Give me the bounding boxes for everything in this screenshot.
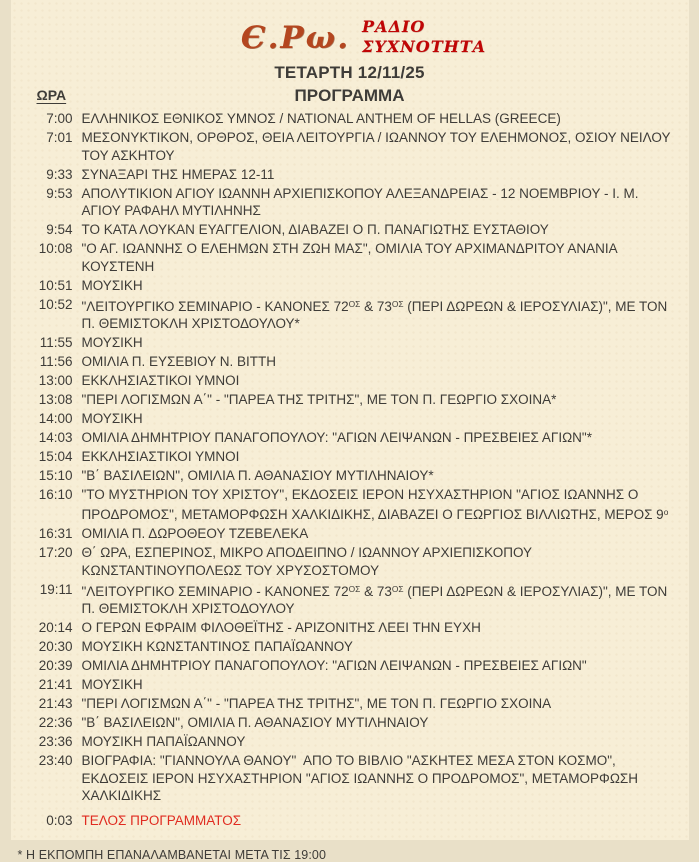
schedule-row [11, 638, 689, 656]
schedule-entry: ΜΟΥΣΙΚΗ ΚΩΝΣΤΑΝΤΙΝΟΣ ΠΑΠΑΪΩΑΝΝΟΥ [82, 638, 671, 656]
schedule-list [11, 110, 689, 829]
schedule-row [11, 391, 689, 409]
schedule-entry: ΕΚΚΛΗΣΙΑΣΤΙΚΟΙ ΥΜΝΟΙ [82, 372, 671, 390]
schedule-time: 9:54 [11, 221, 73, 239]
schedule-entry: "Β΄ ΒΑΣΙΛΕΙΩΝ", ΟΜΙΛΙΑ Π. ΑΘΑΝΑΣΙΟΥ ΜΥΤΙΛΗΝΑΙΟΥ [82, 714, 671, 732]
schedule-row [11, 657, 689, 675]
schedule-entry: ΟΜΙΛΙΑ ΔΗΜΗΤΡΙΟΥ ΠΑΝΑΓΟΠΟΥΛΟΥ: "ΑΓΙΩΝ ΛΕΙΨΑΝΩΝ - ΠΡΕΣΒΕΙΕΣ ΑΓΙΩΝ"* [82, 429, 671, 447]
schedule-time: 7:01 [11, 129, 73, 164]
program-page [11, 0, 689, 840]
schedule-row [11, 467, 689, 485]
schedule-row [11, 372, 689, 390]
schedule-time: 15:04 [11, 448, 73, 466]
schedule-entry: "ΠΕΡΙ ΛΟΓΙΣΜΩΝ Α΄" - "ΠΑΡΕΑ ΤΗΣ ΤΡΙΤΗΣ", ΜΕ ΤΟΝ Π. ΓΕΩΡΓΙΟ ΣΧΟΙΝΑ [82, 695, 671, 713]
schedule-entry: ΜΟΥΣΙΚΗ [82, 410, 671, 428]
schedule-entry: ΜΟΥΣΙΚΗ [82, 277, 671, 295]
schedule-time: 13:08 [11, 391, 73, 409]
schedule-row [11, 129, 689, 164]
schedule-entry: ΤΟ ΚΑΤΑ ΛΟΥΚΑΝ ΕΥΑΓΓΕΛΙΟΝ, ΔΙΑΒΑΖΕΙ Ο Π. ΠΑΝΑΓΙΩΤΗΣ ΕΥΣΤΑΘΙΟΥ [82, 221, 671, 239]
schedule-entry: ΜΟΥΣΙΚΗ [82, 334, 671, 352]
schedule-row [11, 695, 689, 713]
schedule-row [11, 581, 689, 618]
schedule-row [11, 486, 689, 523]
schedule-entry: "Β΄ ΒΑΣΙΛΕΙΩΝ", ΟΜΙΛΙΑ Π. ΑΘΑΝΑΣΙΟΥ ΜΥΤΙΛΗΝΑΙΟΥ* [82, 467, 671, 485]
schedule-row [11, 296, 689, 333]
station-logo-monogram: Є.Ρω. [241, 20, 350, 57]
schedule-time: 20:39 [11, 657, 73, 675]
schedule-row [11, 812, 689, 830]
schedule-time: 19:11 [11, 581, 73, 618]
columns-header [11, 86, 689, 107]
schedule-entry: ΟΜΙΛΙΑ Π. ΕΥΣΕΒΙΟΥ Ν. ΒΙΤΤΗ [82, 353, 671, 371]
schedule-time: 9:53 [11, 185, 73, 220]
schedule-row [11, 733, 689, 751]
schedule-row [11, 619, 689, 637]
schedule-row [11, 676, 689, 694]
schedule-date-title: ΤΕΤΑΡΤΗ 12/11/25 [11, 63, 689, 83]
schedule-row [11, 185, 689, 220]
page-footer [11, 848, 689, 862]
schedule-time: 0:03 [11, 812, 73, 830]
schedule-time: 10:52 [11, 296, 73, 333]
schedule-time: 16:31 [11, 525, 73, 543]
schedule-entry: ΕΛΛΗΝΙΚΟΣ ΕΘΝΙΚΟΣ ΥΜΝΟΣ / NATIONAL ANTHEM OF HELLAS (GREECE) [82, 110, 671, 128]
schedule-entry: ΣΥΝΑΞΑΡΙ ΤΗΣ ΗΜΕΡΑΣ 12-11 [82, 166, 671, 184]
schedule-entry: ΒΙΟΓΡΑΦΙΑ: "ΓΙΑΝΝΟΥΛΑ ΘΑΝΟΥ" ΑΠΟ ΤΟ ΒΙΒΛΙΟ "ΑΣΚΗΤΕΣ ΜΕΣΑ ΣΤΟΝ ΚΟΣΜΟ", ΕΚΔΟΣΕΙΣ ΙΕΡΟΝ ΗΣΥΧΑΣΤΗΡΙΟΝ "ΑΓΙΟΣ ΙΩΑΝΝΗΣ Ο ΠΡΟΔΡΟΜΟΣ", ΜΕΤΑΜΟΡΦΩΣΗ ΧΑΛΚΙΔΙΚΗΣ [82, 752, 671, 805]
station-name-line2: ΣΥΧΝΟΤΗΤΑ [362, 37, 486, 57]
schedule-row [11, 448, 689, 466]
schedule-time: 20:14 [11, 619, 73, 637]
schedule-time: 10:08 [11, 240, 73, 275]
hour-column-header: ΩΡΑ [37, 87, 67, 103]
schedule-time: 16:10 [11, 486, 73, 523]
schedule-time: 13:00 [11, 372, 73, 390]
schedule-entry: ΟΜΙΛΙΑ Π. ΔΩΡΟΘΕΟΥ ΤΖΕΒΕΛΕΚΑ [82, 525, 671, 543]
schedule-time: 14:00 [11, 410, 73, 428]
schedule-entry: "ΛΕΙΤΟΥΡΓΙΚΟ ΣΕΜΙΝΑΡΙΟ - ΚΑΝΟΝΕΣ $72^{O\Sigma}$ & $73^{O\Sigma}$ (ΠΕΡΙ ΔΩΡΕΩΝ & ΙΕΡΟΣΥΛΙΑΣ)", ΜΕ ΤΟΝ Π. ΘΕΜΙΣΤΟΚΛΗ ΧΡΙΣΤΟΔΟΥΛΟΥ* [82, 296, 671, 333]
schedule-time: 10:51 [11, 277, 73, 295]
schedule-row [11, 166, 689, 184]
schedule-entry: "ΛΕΙΤΟΥΡΓΙΚΟ ΣΕΜΙΝΑΡΙΟ - ΚΑΝΟΝΕΣ $72^{O\Sigma}$ & $73^{O\Sigma}$ (ΠΕΡΙ ΔΩΡΕΩΝ & ΙΕΡΟΣΥΛΙΑΣ)", ΜΕ ΤΟΝ Π. ΘΕΜΙΣΤΟΚΛΗ ΧΡΙΣΤΟΔΟΥΛΟΥ [82, 581, 671, 618]
station-logo [25, 0, 699, 57]
schedule-time: 11:55 [11, 334, 73, 352]
schedule-row [11, 429, 689, 447]
schedule-entry: ΤΕΛΟΣ ΠΡΟΓΡΑΜΜΑΤΟΣ [82, 812, 671, 830]
schedule-time: 11:56 [11, 353, 73, 371]
schedule-row [11, 410, 689, 428]
schedule-time: 17:20 [11, 544, 73, 579]
schedule-entry: ΜΕΣΟΝΥΚΤΙΚΟΝ, ΟΡΘΡΟΣ, ΘΕΙΑ ΛΕΙΤΟΥΡΓΙΑ / ΙΩΑΝΝΟΥ ΤΟΥ ΕΛΕΗΜΟΝΟΣ, ΟΣΙΟΥ ΝΕΙΛΟΥ ΤΟΥ ΑΣΚΗΤΟΥ [82, 129, 671, 164]
schedule-time: 21:41 [11, 676, 73, 694]
page-header [11, 0, 689, 107]
schedule-row [11, 353, 689, 371]
schedule-entry: Ο ΓΕΡΩΝ ΕΦΡΑΙΜ ΦΙΛΟΘΕΪΤΗΣ - ΑΡΙΖΟΝΙΤΗΣ ΛΕΕΙ ΤΗΝ ΕΥΧΗ [82, 619, 671, 637]
schedule-row [11, 752, 689, 805]
schedule-row [11, 525, 689, 543]
schedule-entry: "ΠΕΡΙ ΛΟΓΙΣΜΩΝ Α΄" - "ΠΑΡΕΑ ΤΗΣ ΤΡΙΤΗΣ", ΜΕ ΤΟΝ Π. ΓΕΩΡΓΙΟ ΣΧΟΙΝΑ* [82, 391, 671, 409]
schedule-row [11, 221, 689, 239]
schedule-entry: "Ο ΑΓ. ΙΩΑΝΝΗΣ Ο ΕΛΕΗΜΩΝ ΣΤΗ ΖΩΗ ΜΑΣ", ΟΜΙΛΙΑ ΤΟΥ ΑΡΧΙΜΑΝΔΡΙΤΟΥ ΑΝΑΝΙΑ ΚΟΥΣΤΕΝΗ [82, 240, 671, 275]
schedule-entry: ΜΟΥΣΙΚΗ [82, 676, 671, 694]
station-name [362, 17, 486, 57]
schedule-row [11, 110, 689, 128]
schedule-time: 9:33 [11, 166, 73, 184]
schedule-time: 22:36 [11, 714, 73, 732]
schedule-row [11, 240, 689, 275]
repeat-note: * Η ΕΚΠΟΜΠΗ ΕΠΑΝΑΛΑΜΒΑΝΕΤΑΙ ΜΕΤΑ ΤΙΣ 19:00 [18, 848, 689, 862]
schedule-row [11, 544, 689, 579]
schedule-time: 20:30 [11, 638, 73, 656]
program-column-header: ΠΡΟΓΡΑΜΜΑ [11, 86, 689, 106]
schedule-entry: "ΤΟ ΜΥΣΤΗΡΙΟΝ ΤΟΥ ΧΡΙΣΤΟΥ", ΕΚΔΟΣΕΙΣ ΙΕΡΟΝ ΗΣΥΧΑΣΤΗΡΙΟΝ "ΑΓΙΟΣ ΙΩΑΝΝΗΣ Ο ΠΡΟΔΡΟΜΟΣ", ΜΕΤΑΜΟΡΦΩΣΗ ΧΑΛΚΙΔΙΚΗΣ, ΔΙΑΒΑΖΕΙ Ο ΓΕΩΡΓΙΟΣ ΒΙΛΛΙΩΤΗΣ, ΜΕΡΟΣ $9^o$ [82, 486, 671, 523]
schedule-time: 21:43 [11, 695, 73, 713]
schedule-entry: ΕΚΚΛΗΣΙΑΣΤΙΚΟΙ ΥΜΝΟΙ [82, 448, 671, 466]
schedule-row [11, 714, 689, 732]
schedule-entry: ΜΟΥΣΙΚΗ ΠΑΠΑΪΩΑΝΝΟΥ [82, 733, 671, 751]
schedule-time: 23:36 [11, 733, 73, 751]
schedule-entry: ΑΠΟΛΥΤΙΚΙΟΝ ΑΓΙΟΥ ΙΩΑΝΝΗ ΑΡΧΙΕΠΙΣΚΟΠΟΥ ΑΛΕΞΑΝΔΡΕΙΑΣ - 12 ΝΟΕΜΒΡΙΟΥ - Ι. Μ. ΑΓΙΟΥ ΡΑΦΑΗΛ ΜΥΤΙΛΗΝΗΣ [82, 185, 671, 220]
schedule-row [11, 277, 689, 295]
schedule-entry: Θ΄ ΩΡΑ, ΕΣΠΕΡΙΝΟΣ, ΜΙΚΡΟ ΑΠΟΔΕΙΠΝΟ / ΙΩΑΝΝΟΥ ΑΡΧΙΕΠΙΣΚΟΠΟΥ ΚΩΝΣΤΑΝΤΙΝΟΥΠΟΛΕΩΣ ΤΟΥ ΧΡΥΣΟΣΤΟΜΟΥ [82, 544, 671, 579]
schedule-time: 14:03 [11, 429, 73, 447]
schedule-entry: ΟΜΙΛΙΑ ΔΗΜΗΤΡΙΟΥ ΠΑΝΑΓΟΠΟΥΛΟΥ: "ΑΓΙΩΝ ΛΕΙΨΑΝΩΝ - ΠΡΕΣΒΕΙΕΣ ΑΓΙΩΝ" [82, 657, 671, 675]
schedule-time: 7:00 [11, 110, 73, 128]
schedule-time: 15:10 [11, 467, 73, 485]
schedule-time: 23:40 [11, 752, 73, 805]
schedule-row [11, 334, 689, 352]
station-name-line1: ΡΑΔΙΟ [362, 17, 486, 37]
